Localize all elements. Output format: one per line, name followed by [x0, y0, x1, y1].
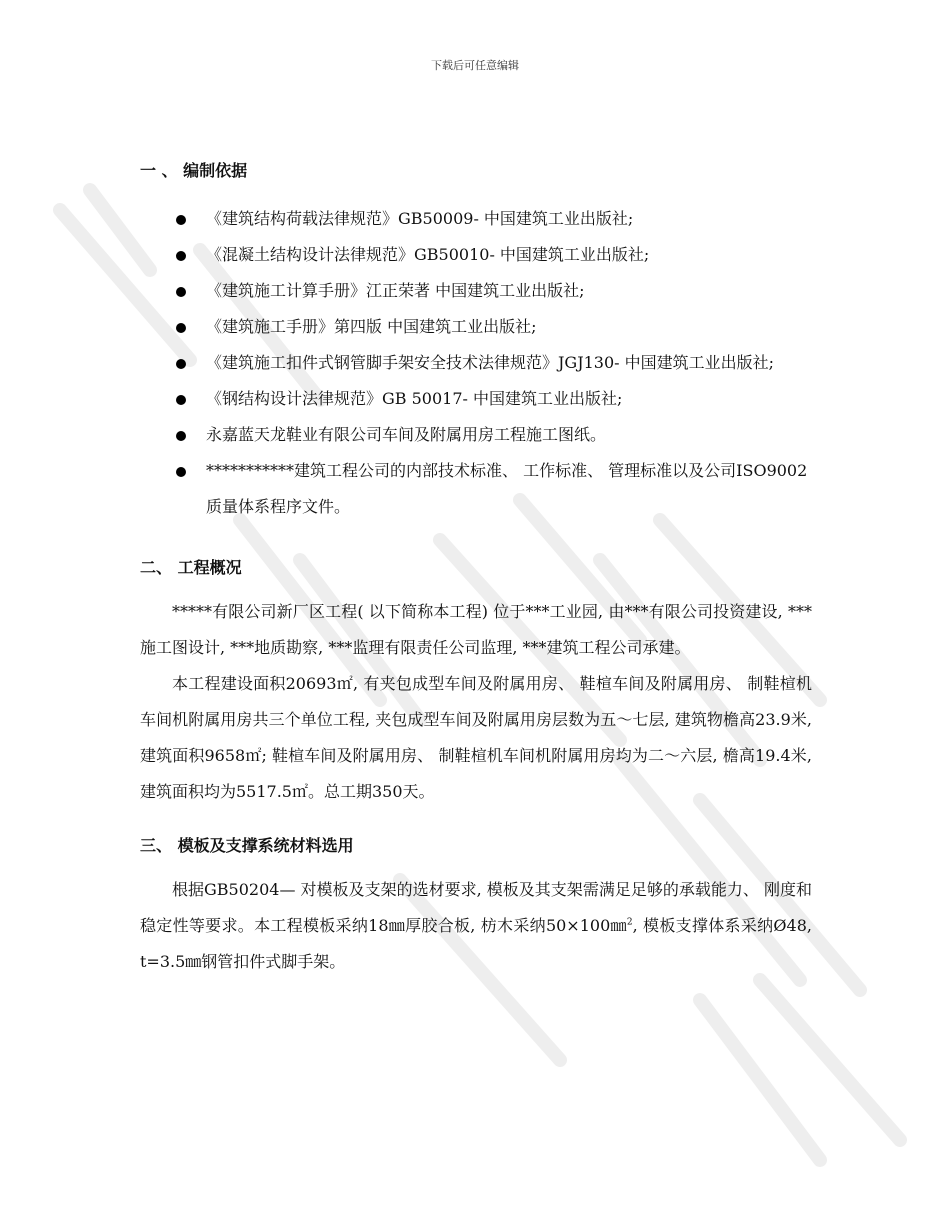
bullet-icon [176, 395, 186, 405]
list-item: 永嘉蓝天龙鞋业有限公司车间及附属用房工程施工图纸。 [140, 417, 812, 453]
bullet-icon [176, 359, 186, 369]
bullet-icon [176, 215, 186, 225]
bullet-icon [176, 467, 186, 477]
list-item: 《混凝土结构设计法律规范》GB50010- 中国建筑工业出版社; [140, 237, 812, 273]
section-heading-basis: 一 、 编制依据 [140, 161, 248, 180]
bullet-icon [176, 431, 186, 441]
reference-list [140, 201, 812, 525]
list-item: 《建筑结构荷载法律规范》GB50009- 中国建筑工业出版社; [140, 201, 812, 237]
list-item: 《建筑施工手册》第四版 中国建筑工业出版社; [140, 309, 812, 345]
overview-paragraph-2: 本工程建设面积20693㎡, 有夹包成型车间及附属用房、 鞋楦车间及附属用房、 制鞋楦机车间机附属用房共三个单位工程, 夹包成型车间及附属用房层数为五～七层, 建筑物檐高23.9米, 建筑面积9658㎡; 鞋楦车间及附属用房、 制鞋楦机车间机附属用房均为二～六层, 檐高19.4米, 建筑面积均为5517.5㎡。总工期350天。 [140, 674, 812, 801]
section-heading-overview: 二、 工程概况 [140, 558, 242, 577]
materials-paragraph: 根据GB50204— 对模板及支架的选材要求, 模板及其支架需满足足够的承载能力、 刚度和稳定性等要求。本工程模板采纳18㎜厚胶合板, 枋木采纳50×100㎜$^2$, 模板支撑体系采纳Ø48, t=3.5㎜钢管扣件式脚手架。 [140, 880, 812, 971]
list-item: ***********建筑工程公司的内部技术标准、 工作标准、 管理标准以及公司ISO9002质量体系程序文件。 [140, 453, 812, 525]
page-header: 下载后可任意编辑 [431, 59, 519, 72]
overview-paragraph-1: *****有限公司新厂区工程( 以下简称本工程) 位于***工业园, 由***有限公司投资建设, ***施工图设计, ***地质勘察, ***监理有限责任公司监理, ***建筑工程公司承建。 [140, 602, 812, 657]
section-heading-materials: 三、 模板及支撑系统材料选用 [140, 836, 354, 855]
list-item: 《建筑施工扣件式钢管脚手架安全技术法律规范》JGJ130- 中国建筑工业出版社; [140, 345, 812, 381]
list-item: 《建筑施工计算手册》江正荣著 中国建筑工业出版社; [140, 273, 812, 309]
bullet-icon [176, 251, 186, 261]
bullet-icon [176, 323, 186, 333]
bullet-icon [176, 287, 186, 297]
document-body [140, 158, 812, 980]
list-item: 《钢结构设计法律规范》GB 50017- 中国建筑工业出版社; [140, 381, 812, 417]
